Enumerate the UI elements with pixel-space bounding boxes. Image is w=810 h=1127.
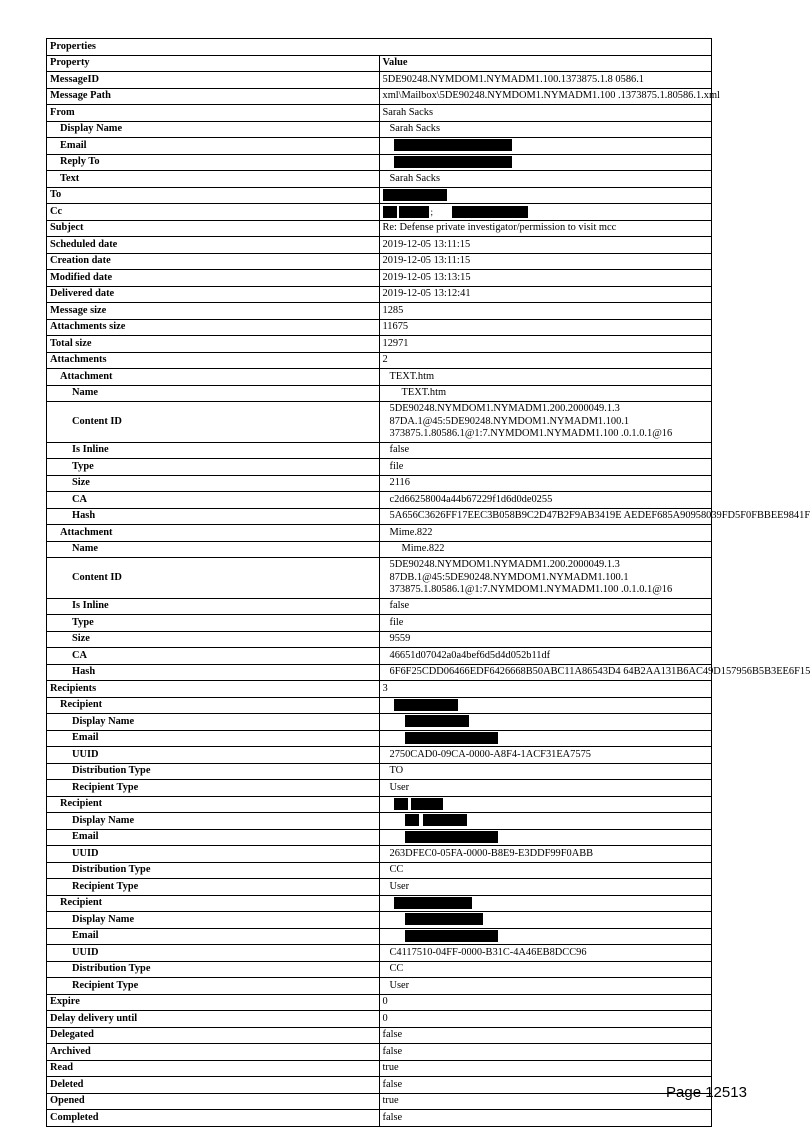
property-label: Hash <box>47 508 380 525</box>
redaction-box <box>399 206 429 218</box>
property-value: User <box>379 780 712 797</box>
table-row <box>47 138 712 155</box>
recipient-separator: ; <box>430 206 434 217</box>
property-value: Re: Defense private investigator/permission to visit mcc <box>379 220 712 237</box>
property-label: Expire <box>47 994 380 1011</box>
property-value: 2019-12-05 13:12:41 <box>379 286 712 303</box>
property-value: 263DFEC0-05FA-0000-B8E9-E3DDF99F0ABB <box>379 846 712 863</box>
property-label: Total size <box>47 336 380 353</box>
property-value: 2019-12-05 13:13:15 <box>379 270 712 287</box>
property-label: Email <box>47 730 380 747</box>
property-value <box>379 697 712 714</box>
redaction-box <box>411 798 443 810</box>
table-row <box>47 846 712 863</box>
property-value: 5A656C3626FF17EEC3B058B9C2D47B2F9AB3419E AEDEF685A90958039FD5F0FBBEE9841F <box>379 508 712 525</box>
table-row <box>47 1077 712 1094</box>
content-id-line: 5DE90248.NYMDOM1.NYMADM1.200.2000049.1.3 <box>389 403 620 414</box>
property-value <box>379 813 712 830</box>
property-value <box>379 138 712 155</box>
property-value <box>379 912 712 929</box>
property-value: Sarah Sacks <box>379 105 712 122</box>
table-row <box>47 385 712 402</box>
table-row <box>47 105 712 122</box>
redaction-box <box>394 156 512 168</box>
property-label: Email <box>47 138 380 155</box>
property-label: CA <box>47 648 380 665</box>
property-label: CA <box>47 492 380 509</box>
property-value: false <box>379 442 712 459</box>
property-value: Mime.822 <box>379 541 712 558</box>
redaction-box <box>383 206 397 218</box>
property-value: User <box>379 978 712 995</box>
table-row <box>47 879 712 896</box>
property-label: Distribution Type <box>47 763 380 780</box>
redaction-box <box>452 206 528 218</box>
table-row <box>47 525 712 542</box>
property-label: Recipient <box>47 697 380 714</box>
property-label: Reply To <box>47 154 380 171</box>
property-value <box>379 402 712 443</box>
table-row <box>47 492 712 509</box>
property-label: Attachment <box>47 525 380 542</box>
table-row <box>47 829 712 846</box>
property-value: CC <box>379 961 712 978</box>
property-label: Hash <box>47 664 380 681</box>
property-label: Display Name <box>47 912 380 929</box>
property-value: file <box>379 615 712 632</box>
property-label: Message size <box>47 303 380 320</box>
property-label: Subject <box>47 220 380 237</box>
property-value: 3 <box>379 681 712 698</box>
table-row <box>47 336 712 353</box>
table-row <box>47 270 712 287</box>
property-label: Archived <box>47 1044 380 1061</box>
property-label: Completed <box>47 1110 380 1127</box>
property-label: Delay delivery until <box>47 1011 380 1028</box>
property-label: Recipient <box>47 895 380 912</box>
content-id-line: 5DE90248.NYMDOM1.NYMADM1.200.2000049.1.3 <box>389 559 620 570</box>
property-value <box>379 187 712 204</box>
property-value <box>379 796 712 813</box>
table-row <box>47 171 712 188</box>
redaction-box <box>405 732 498 744</box>
table-title-row <box>47 39 712 56</box>
property-label: Creation date <box>47 253 380 270</box>
property-label: Name <box>47 385 380 402</box>
table-row <box>47 813 712 830</box>
table-row <box>47 945 712 962</box>
property-value: 46651d07042a0a4bef6d5d4d052b11df <box>379 648 712 665</box>
table-row <box>47 1011 712 1028</box>
property-value: 2019-12-05 13:11:15 <box>379 237 712 254</box>
property-label: Delivered date <box>47 286 380 303</box>
property-value: false <box>379 1077 712 1094</box>
property-value <box>379 204 712 221</box>
redaction-box <box>394 798 408 810</box>
content-id-line: 373875.1.80586.1@1:7.NYMDOM1.NYMADM1.100 .0.1.0.1@16 <box>389 584 673 595</box>
property-label: Size <box>47 475 380 492</box>
table-header-row <box>47 55 712 72</box>
table-row <box>47 912 712 929</box>
content-id-line: 87DA.1@45:5DE90248.NYMDOM1.NYMADM1.100.1 <box>389 415 630 427</box>
property-value: file <box>379 459 712 476</box>
table-row <box>47 598 712 615</box>
property-label: Distribution Type <box>47 961 380 978</box>
property-value: 0 <box>379 994 712 1011</box>
property-label: Delegated <box>47 1027 380 1044</box>
property-value: true <box>379 1093 712 1110</box>
property-value: TO <box>379 763 712 780</box>
property-value: TEXT.htm <box>379 369 712 386</box>
property-value: 11675 <box>379 319 712 336</box>
table-row <box>47 747 712 764</box>
table-row <box>47 1093 712 1110</box>
table-row <box>47 558 712 599</box>
property-value: TEXT.htm <box>379 385 712 402</box>
table-row <box>47 697 712 714</box>
redaction-box <box>394 139 512 151</box>
property-column-header: Property <box>47 55 380 72</box>
table-row <box>47 121 712 138</box>
property-label: Display Name <box>47 121 380 138</box>
property-label: UUID <box>47 747 380 764</box>
table-row <box>47 459 712 476</box>
table-row <box>47 541 712 558</box>
property-value: false <box>379 1110 712 1127</box>
table-row <box>47 1060 712 1077</box>
property-label: Is Inline <box>47 442 380 459</box>
property-label: Distribution Type <box>47 862 380 879</box>
property-value: 6F6F25CDD06466EDF6426668B50ABC11A86543D4 64B2AA131B6AC49D157956B5B3EE6F15 <box>379 664 712 681</box>
table-row <box>47 369 712 386</box>
table-row <box>47 475 712 492</box>
property-value: 1285 <box>379 303 712 320</box>
table-row <box>47 220 712 237</box>
property-value <box>379 714 712 731</box>
table-row <box>47 253 712 270</box>
property-value: 2 <box>379 352 712 369</box>
property-label: Attachments size <box>47 319 380 336</box>
table-row <box>47 1027 712 1044</box>
table-row <box>47 928 712 945</box>
table-title: Properties <box>47 39 712 56</box>
property-value <box>379 895 712 912</box>
property-value: 9559 <box>379 631 712 648</box>
property-label: Recipients <box>47 681 380 698</box>
redaction-box <box>383 189 447 201</box>
table-row <box>47 664 712 681</box>
redaction-box <box>405 930 498 942</box>
property-label: Read <box>47 1060 380 1077</box>
table-row <box>47 730 712 747</box>
table-row <box>47 714 712 731</box>
property-label: Recipient Type <box>47 879 380 896</box>
table-row <box>47 615 712 632</box>
table-row <box>47 72 712 89</box>
property-label: Modified date <box>47 270 380 287</box>
table-row <box>47 780 712 797</box>
property-label: Email <box>47 829 380 846</box>
property-label: To <box>47 187 380 204</box>
table-row <box>47 187 712 204</box>
redaction-box <box>394 699 458 711</box>
table-row <box>47 681 712 698</box>
property-value: false <box>379 1044 712 1061</box>
table-row <box>47 352 712 369</box>
property-value: Sarah Sacks <box>379 171 712 188</box>
property-value: 2019-12-05 13:11:15 <box>379 253 712 270</box>
table-row <box>47 862 712 879</box>
property-label: Opened <box>47 1093 380 1110</box>
property-value: C4117510-04FF-0000-B31C-4A46EB8DCC96 <box>379 945 712 962</box>
table-row <box>47 319 712 336</box>
property-label: Scheduled date <box>47 237 380 254</box>
property-value: 2750CAD0-09CA-0000-A8F4-1ACF31EA7575 <box>379 747 712 764</box>
property-value: c2d66258004a44b67229f1d6d0de0255 <box>379 492 712 509</box>
table-row <box>47 204 712 221</box>
redaction-box <box>405 715 469 727</box>
redaction-box <box>405 814 419 826</box>
property-label: Name <box>47 541 380 558</box>
property-label: Attachments <box>47 352 380 369</box>
property-value <box>379 928 712 945</box>
table-row <box>47 508 712 525</box>
properties-table <box>46 38 810 1127</box>
table-row <box>47 648 712 665</box>
property-value <box>379 154 712 171</box>
table-row <box>47 402 712 443</box>
table-row <box>47 763 712 780</box>
redaction-box <box>405 831 498 843</box>
property-label: Cc <box>47 204 380 221</box>
property-label: Deleted <box>47 1077 380 1094</box>
redaction-box <box>394 897 472 909</box>
property-value: false <box>379 598 712 615</box>
properties-table-body <box>47 39 810 1127</box>
table-row <box>47 88 712 105</box>
property-value: CC <box>379 862 712 879</box>
property-label: Content ID <box>47 402 380 443</box>
property-label: Text <box>47 171 380 188</box>
redaction-box <box>405 913 483 925</box>
property-value: 2116 <box>379 475 712 492</box>
table-row <box>47 961 712 978</box>
property-label: Recipient <box>47 796 380 813</box>
property-label: Attachment <box>47 369 380 386</box>
property-label: UUID <box>47 846 380 863</box>
table-row <box>47 303 712 320</box>
table-row <box>47 442 712 459</box>
table-row <box>47 994 712 1011</box>
table-row <box>47 1044 712 1061</box>
property-value <box>379 730 712 747</box>
property-value <box>379 558 712 599</box>
property-label: Email <box>47 928 380 945</box>
property-value: 12971 <box>379 336 712 353</box>
content-id-line: 373875.1.80586.1@1:7.NYMDOM1.NYMADM1.100 .0.1.0.1@16 <box>389 428 673 439</box>
table-row <box>47 286 712 303</box>
property-label: Content ID <box>47 558 380 599</box>
property-label: Display Name <box>47 813 380 830</box>
property-label: Type <box>47 615 380 632</box>
value-column-header: Value <box>379 55 712 72</box>
property-value: 0 <box>379 1011 712 1028</box>
property-value: true <box>379 1060 712 1077</box>
table-row <box>47 895 712 912</box>
table-row <box>47 631 712 648</box>
table-row <box>47 796 712 813</box>
property-label: Message Path <box>47 88 380 105</box>
property-label: Is Inline <box>47 598 380 615</box>
property-value: Mime.822 <box>379 525 712 542</box>
property-value <box>379 829 712 846</box>
content-id-line: 87DB.1@45:5DE90248.NYMDOM1.NYMADM1.100.1 <box>389 571 629 583</box>
page-number: Page 12513 <box>666 1084 747 1101</box>
table-row <box>47 978 712 995</box>
property-value: User <box>379 879 712 896</box>
property-label: UUID <box>47 945 380 962</box>
property-label: Size <box>47 631 380 648</box>
table-row <box>47 154 712 171</box>
property-value: false <box>379 1027 712 1044</box>
property-label: Recipient Type <box>47 780 380 797</box>
property-label: From <box>47 105 380 122</box>
table-row <box>47 237 712 254</box>
redaction-box <box>423 814 467 826</box>
property-value: xml\Mailbox\5DE90248.NYMDOM1.NYMADM1.100 .1373875.1.80586.1.xml <box>379 88 712 105</box>
property-value: 5DE90248.NYMDOM1.NYMADM1.100.1373875.1.8 0586.1 <box>379 72 712 89</box>
property-label: Recipient Type <box>47 978 380 995</box>
property-label: Display Name <box>47 714 380 731</box>
property-label: MessageID <box>47 72 380 89</box>
property-value: Sarah Sacks <box>379 121 712 138</box>
table-row <box>47 1110 712 1127</box>
property-label: Type <box>47 459 380 476</box>
